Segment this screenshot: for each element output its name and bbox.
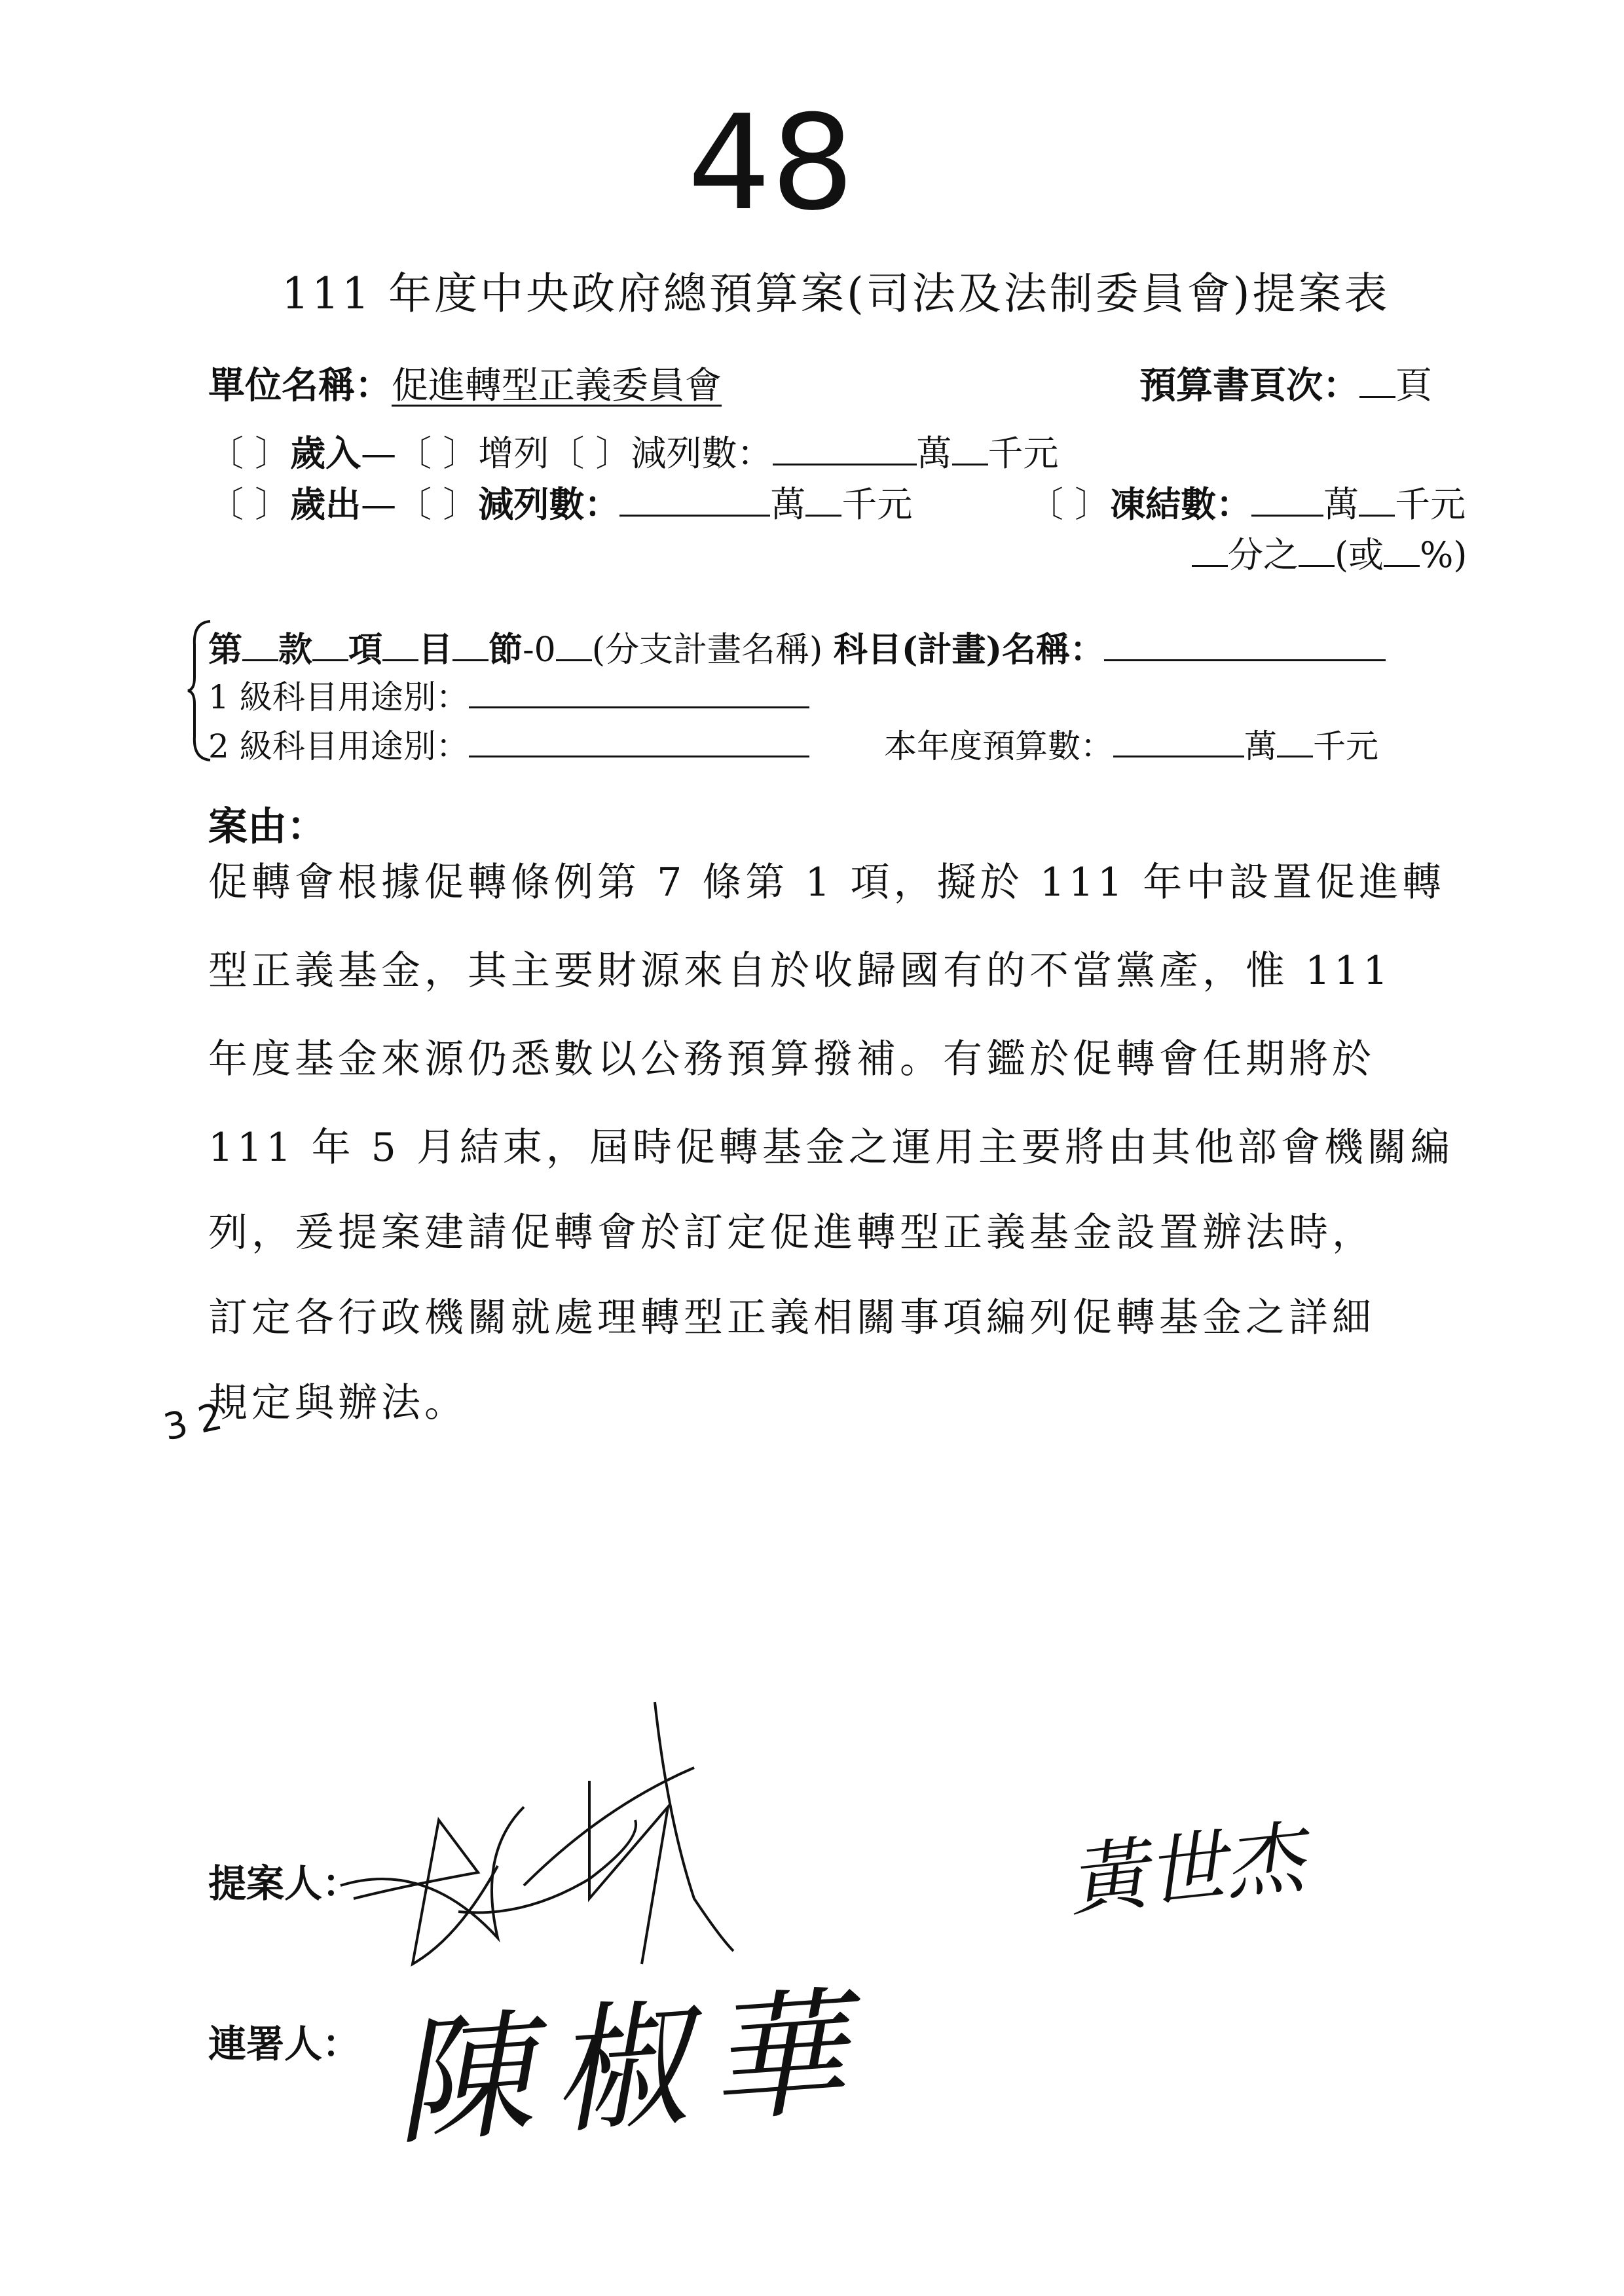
- reason-line-5: 列，爰提案建請促轉會於訂定促進轉型正義基金設置辦法時，: [208, 1210, 1375, 1256]
- fraction-label: 分之: [1228, 534, 1299, 575]
- proposer-label: 提案人：: [208, 1861, 361, 1906]
- item-row-1: [208, 622, 1386, 671]
- expense-label: 歲出: [290, 483, 361, 525]
- budget-page-suffix: 頁: [1395, 365, 1432, 407]
- item-prefix: 第: [208, 630, 243, 670]
- income-dash: —: [361, 433, 397, 474]
- cosigner-signature: 陳椒華: [388, 1971, 870, 2164]
- item-mu: 目: [418, 630, 453, 670]
- expense-decrease-checkbox: 〔 〕: [396, 484, 479, 525]
- item-jie-code: -0: [523, 630, 556, 670]
- subject-label: 科目(計畫)名稱：: [833, 630, 1105, 670]
- cosigner-label: 連署人：: [208, 2022, 361, 2066]
- freeze-qian: 千元: [1395, 484, 1466, 525]
- expense-decrease-label: 減列數：: [478, 483, 620, 525]
- margin-mark: 3 2: [160, 1395, 226, 1449]
- reason-heading: 案由：: [208, 804, 326, 850]
- income-qian: 千元: [987, 433, 1059, 474]
- item-row-3: [208, 720, 809, 767]
- reason-line-3: 年度基金來源仍悉數以公務預算撥補。有鑑於促轉會任期將於: [208, 1036, 1375, 1082]
- level2-label: 2 級科目用途別：: [208, 727, 469, 765]
- increase-label: 增列: [478, 433, 549, 474]
- budget-page-label: 預算書頁次：: [1139, 364, 1359, 407]
- expense-dash: —: [361, 484, 397, 525]
- annual-budget-label: 本年度預算數：: [884, 727, 1113, 765]
- reason-line-4: 111 年 5 月結束，屆時促轉基金之運用主要將由其他部會機關編: [208, 1125, 1454, 1171]
- annual-wan: 萬: [1244, 727, 1277, 765]
- item-kuan: 款: [278, 630, 313, 670]
- form-title: 111 年度中央政府總預算案(司法及法制委員會)提案表: [282, 268, 1390, 319]
- income-label: 歲入: [290, 432, 361, 474]
- unit-row: [208, 357, 722, 409]
- reason-line-7: 規定與辦法。: [208, 1380, 468, 1426]
- decrease-checkbox: 〔 〕: [549, 433, 631, 474]
- item-row-2: [208, 671, 809, 718]
- item-xiang: 項: [348, 630, 383, 670]
- budget-page-row: [1139, 357, 1432, 409]
- freeze-row: [1028, 477, 1466, 527]
- freeze-wan: 萬: [1323, 484, 1359, 525]
- income-line: [208, 426, 1059, 476]
- expense-qian: 千元: [841, 484, 913, 525]
- decrease-label: 減列數：: [631, 433, 773, 474]
- reason-line-1: 促轉會根據促轉條例第 7 條第 1 項，擬於 111 年中設置促進轉: [208, 860, 1446, 905]
- freeze-label: 凍結數：: [1110, 483, 1252, 525]
- unit-name: 促進轉型正義委員會: [392, 365, 722, 407]
- reason-line-2: 型正義基金，其主要財源來自於收歸國有的不當黨產，惟 111: [208, 948, 1392, 994]
- annual-budget-row: [884, 720, 1378, 767]
- fraction-row: [1192, 527, 1467, 577]
- freeze-checkbox: 〔 〕: [1028, 484, 1111, 525]
- percent-label: %): [1420, 534, 1467, 575]
- income-checkbox: 〔 〕: [208, 433, 291, 474]
- right-signature: 黃世杰: [1063, 1812, 1308, 1928]
- income-wan: 萬: [916, 433, 952, 474]
- expense-line: [208, 477, 912, 527]
- expense-wan: 萬: [770, 484, 806, 525]
- page-number: 48: [688, 87, 855, 240]
- or-label: (或: [1335, 534, 1384, 575]
- reason-line-6: 訂定各行政機關就處理轉型正義相關事項編列促轉基金之詳細: [208, 1295, 1375, 1341]
- annual-qian: 千元: [1313, 727, 1378, 765]
- level1-label: 1 級科目用途別：: [208, 678, 469, 716]
- branch-plan-label: (分支計畫名稱): [591, 630, 823, 670]
- item-jie: 節: [489, 630, 523, 670]
- unit-label: 單位名稱：: [208, 364, 392, 407]
- expense-checkbox: 〔 〕: [208, 484, 291, 525]
- increase-checkbox: 〔 〕: [396, 433, 479, 474]
